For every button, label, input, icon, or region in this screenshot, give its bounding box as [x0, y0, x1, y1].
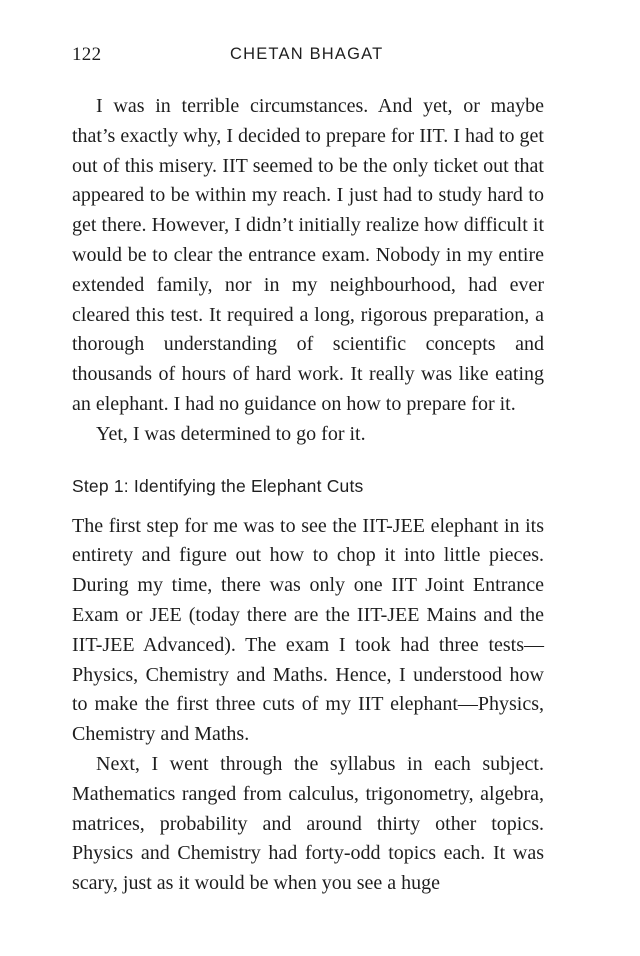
running-head: CHETAN BHAGAT: [230, 45, 384, 63]
body-text: [72, 92, 544, 899]
page-number: 122: [72, 44, 102, 65]
paragraph: I was in terrible circumstances. And yet, or maybe that’s exactly why, I decided to prepare for IIT. I had to get out of this misery. IIT seemed to be the only ticket out that appeared to be within my reach. I just had to study hard to get there. However, I didn’t initially realize how difficult it would be to clear the entrance exam. Nobody in my entire extended family, nor in my neighbourhood, had ever cleared this test. It required a long, rigorous preparation, a thorough understanding of scientific concepts and thousands of hours of hard work. It really was like eating an elephant. I had no guidance on how to prepare for it.: [72, 95, 544, 415]
paragraph: The first step for me was to see the IIT-JEE elephant in its entirety and figure out how to chop it into little pieces. During my time, there was only one IIT Joint Entrance Exam or JEE (today there are the IIT-JEE Mains and the IIT-JEE Advanced). The exam I took had three tests—Physics, Chemistry and Maths. Hence, I understood how to make the first three cuts of my IIT elephant—Physics, Chemistry and Maths.: [72, 514, 544, 746]
page-header: [72, 44, 544, 68]
paragraph: Next, I went through the syllabus in each subject. Mathematics ranged from calculus, trigonometry, algebra, matrices, probability and around thirty other topics. Physics and Chemistry had forty-odd topics each. It was scary, just as it would be when you see a huge: [72, 752, 544, 895]
paragraph: Yet, I was determined to go for it.: [96, 422, 366, 445]
section-heading: Step 1: Identifying the Elephant Cuts: [72, 475, 364, 496]
